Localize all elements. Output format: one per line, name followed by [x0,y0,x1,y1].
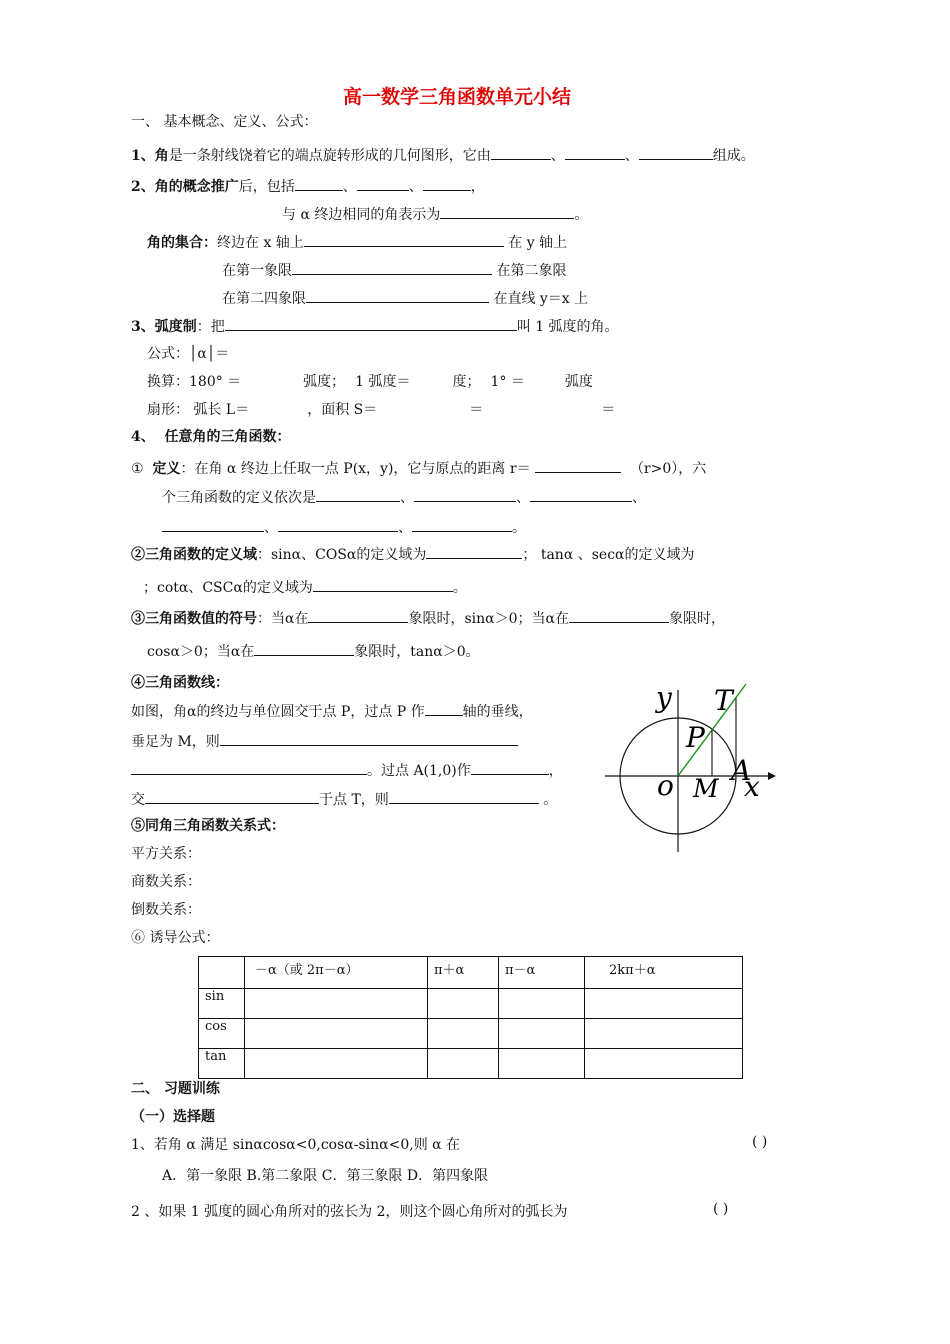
blank [440,204,574,219]
sign-line-1: ③三角函数值的符号：当α在 象限时，sinα＞0；当α在 象限时， [131,608,725,628]
blank [278,517,398,532]
question-2-answer-paren: ( ) [713,1201,729,1217]
angle-sets-row-1: 角的集合：终边在 x 轴上 在 y 轴上 [147,232,567,252]
quotient-relation: 商数关系： [131,874,201,890]
coterminal-line: 与 α 终边相同的角表示为 。 [282,204,588,224]
blank [304,232,504,247]
table-row [199,1049,743,1079]
trig-lines-text-1: 如图，角α的终边与单位圆交于点 P，过点 P 作 轴的垂线， [131,701,533,721]
table-cell [585,989,743,1019]
table-cell [428,989,499,1019]
item-1: 1、角是一条射线饶着它的端点旋转形成的几何图形，它由 、 、 组成。 [131,145,755,165]
item-2: 2、角的概念推广后，包括 、 、 ， [131,176,485,196]
page-title: 高一数学三角函数单元小结 [343,86,572,108]
table-cell: －α（或 2π－α） [245,957,428,989]
table-cell [428,1049,499,1079]
choice-subheading: （一）选择题 [131,1109,215,1125]
blank [389,789,539,804]
angle-sets-row-2: 在第一象限 在第二象限 [222,260,566,280]
label-m: M [693,774,719,803]
blank [530,487,632,502]
definition-line-2: 个三角函数的定义依次是 、 、 、 [162,487,646,507]
trig-lines-text-4: 交 于点 T，则 。 [131,789,557,809]
trig-lines-heading: ④三角函数线： [131,675,229,691]
blank [569,608,669,623]
question-2: 2 、如果 1 弧度的圆心角所对的弦长为 2，则这个圆心角所对的弧长为 [131,1204,568,1220]
radian-conversion: 换算：180° ＝ 弧度； 1 弧度＝ 度； 1° ＝ 弧度 [147,374,593,390]
table-cell [585,1049,743,1079]
relations-heading: ⑤同角三角函数关系式： [131,818,285,834]
blank [426,544,522,559]
blank [425,701,463,716]
label-a: A [731,754,752,787]
table-cell: tan [199,1049,245,1079]
label-x: x [744,770,760,803]
trig-lines-text-3: 。过点 A(1,0)作 ， [131,760,563,780]
table-cell: sin [199,989,245,1019]
blank [535,458,621,473]
blank [220,731,518,746]
blank [414,487,516,502]
blank [162,517,264,532]
table-cell [428,1019,499,1049]
sector-formula: 扇形： 弧长 L＝ ，面积 S＝ ＝ ＝ [147,402,616,418]
blank [145,789,319,804]
trig-lines-text-2: 垂足为 M，则 [131,731,518,751]
question-1-answer-paren: ( ) [752,1134,768,1150]
blank [292,260,492,275]
blank [306,288,489,303]
item-4: 4、 任意角的三角函数： [131,429,291,445]
induction-table [198,956,743,1079]
question-1: 1、若角 α 满足 sinαcosα<0,cosα-sinα<0,则 α 在 [131,1137,461,1153]
blank [639,145,713,160]
square-relation: 平方关系： [131,846,201,862]
blank [565,145,625,160]
reciprocal-relation: 倒数关系： [131,902,201,918]
table-cell [245,1049,428,1079]
table-cell: cos [199,1019,245,1049]
table-cell: 2kπ＋α [585,957,743,989]
table-cell [585,1019,743,1049]
label-o: o [657,769,674,802]
blank [357,176,409,191]
domain-line-2: ；cotα、CSCα的定义域为 。 [143,577,467,597]
definition-line-1: ① 定义：在角 α 终边上任取一点 P(x，y)，它与原点的距离 r＝ （r>0），六 [131,458,706,478]
blank [225,316,517,331]
item-3: 3、弧度制：把 叫 1 弧度的角。 [131,316,619,336]
x-axis-arrow-icon [768,772,776,780]
angle-sets-row-3: 在第二四象限 在直线 y＝x 上 [222,288,588,308]
blank [316,487,400,502]
table-cell [245,1019,428,1049]
table-cell [199,957,245,989]
blank [131,760,367,775]
blank [491,145,551,160]
table-row [199,989,743,1019]
radian-formula: 公式：│α│＝ [147,346,230,362]
table-cell [499,989,585,1019]
induction-heading: ⑥ 诱导公式： [131,930,220,946]
sign-line-2: cosα＞0；当α在 象限时，tanα＞0。 [147,641,480,661]
table-cell [499,1049,585,1079]
table-cell: π－α [499,957,585,989]
label-t: T [714,684,733,717]
label-y: y [656,681,672,714]
blank [471,760,549,775]
section-1-heading: 一、 基本概念、定义、公式： [131,114,318,130]
table-cell: π＋α [428,957,499,989]
section-2-heading: 二、 习题训练 [131,1081,220,1097]
blank [295,176,343,191]
blank [313,577,453,592]
table-row [199,957,743,989]
blank [308,608,408,623]
label-p: P [686,721,705,754]
blank [423,176,471,191]
table-row [199,1019,743,1049]
table-cell [245,989,428,1019]
blank [254,641,354,656]
question-1-options: A．第一象限 B.第二象限 C．第三象限 D．第四象限 [162,1168,489,1184]
blank [412,517,512,532]
unit-circle-figure [600,680,780,860]
table-cell [499,1019,585,1049]
definition-line-3: 、 、 。 [162,517,526,537]
domain-line-1: ②三角函数的定义域：sinα、COSα的定义域为 ； tanα 、secα的定义域为 [131,544,694,564]
